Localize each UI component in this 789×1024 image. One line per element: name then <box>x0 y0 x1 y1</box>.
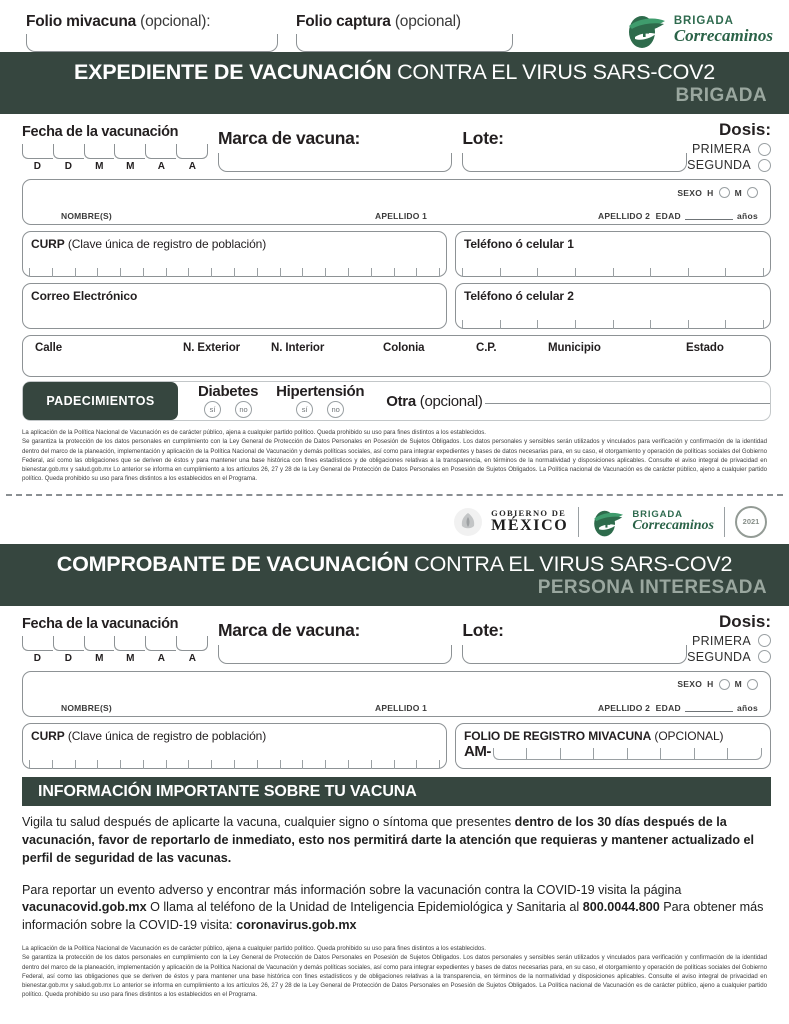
sexo-mujer-label: M <box>734 187 742 198</box>
date-letter: A <box>188 161 197 173</box>
brigada-wordmark <box>674 16 773 44</box>
comprobante-dosis-block <box>687 612 771 664</box>
seal-2021-icon: 2021 <box>735 506 767 538</box>
comprobante-dosis-primera[interactable] <box>687 634 771 648</box>
expediente-correo-col <box>22 283 447 329</box>
comprobante-banner <box>0 544 789 606</box>
expediente-fecha-comb[interactable] <box>22 144 208 159</box>
expediente-lote-label: Lote: <box>462 128 504 149</box>
date-letter: M <box>95 652 104 664</box>
logo-divider-1 <box>578 507 579 537</box>
comprobante-marca-label: Marca de vacuna: <box>218 619 361 640</box>
info-p2-site-1[interactable]: vacunacovid.gob.mx <box>22 900 147 915</box>
sexo-label: SEXO <box>677 679 703 690</box>
date-letter: M <box>126 652 135 664</box>
edad-label: EDAD <box>655 702 681 713</box>
comprobante-sexo-group[interactable] <box>677 679 758 690</box>
info-p2-phone[interactable]: 800.0044.800 <box>582 900 660 915</box>
brigada-word-bottom: Correcaminos <box>673 25 773 45</box>
expediente-lote-block <box>462 128 687 172</box>
logo-divider-2 <box>724 507 725 537</box>
curp-label-bold: CURP <box>31 728 65 743</box>
curp-label-bold: CURP <box>31 237 65 252</box>
comprobante-lote-label: Lote: <box>462 619 504 640</box>
padecimiento-diabetes <box>198 384 258 418</box>
roadrunner-icon <box>623 10 667 50</box>
diabetes-label: Diabetes <box>198 383 259 401</box>
comprobante-dosis-label: Dosis: <box>719 611 771 631</box>
comprobante-banner-subtitle: PERSONA INTERESADA <box>537 576 767 598</box>
dosis-segunda-label: SEGUNDA <box>687 158 751 173</box>
info-p2-part-b: O llama al teléfono de la Unidad de Inteligencia Epidemiológica y Sanitaria al <box>146 900 583 915</box>
folio-captura-optional-text: (opcional) <box>394 13 461 30</box>
apellido1-sublabel: APELLIDO 1 <box>375 211 428 222</box>
expediente-banner-title <box>22 61 767 84</box>
date-letter: D <box>64 652 73 664</box>
info-paragraph-1 <box>22 814 767 868</box>
expediente-fecha-block <box>22 124 208 172</box>
curp-teeth[interactable] <box>29 268 440 277</box>
correo-label: Correo Electrónico <box>31 289 138 304</box>
comprobante-dosis-segunda[interactable] <box>687 650 771 664</box>
comprobante-lote-block <box>462 620 687 664</box>
expediente-legal-text <box>22 428 767 484</box>
expediente-dosis-label: Dosis: <box>719 120 771 140</box>
comprobante-field-row <box>0 606 789 664</box>
brigada-word-top: BRIGADA <box>632 509 683 521</box>
folio-registro-label-bold: FOLIO DE REGISTRO MIVACUNA <box>464 728 652 743</box>
address-header-n-exterior: N. Exterior <box>183 342 241 355</box>
comprobante-marca-block <box>218 620 452 664</box>
comprobante-fecha-label: Fecha de la vacunación <box>22 615 179 632</box>
diabetes-options[interactable] <box>204 401 252 418</box>
curp-label <box>31 237 438 251</box>
apellido2-sublabel: APELLIDO 2 <box>598 211 651 222</box>
brigada-correcaminos-logo-2 <box>589 506 714 538</box>
telefono1-label: Teléfono ó celular 1 <box>464 237 574 252</box>
info-p1-bold: dentro de los 30 días después de la vacunación, favor de reportarlo de inmediato, esto nos permitirá darte la atención que requieras y mantener actualizado el perfil de seguridad de las vacunas. <box>22 814 755 865</box>
edad-unit-label: años <box>736 702 758 713</box>
address-header-calle: Calle <box>35 342 62 355</box>
folio-registro-label-norm: (OPCIONAL) <box>651 728 724 743</box>
info-importante-body <box>22 814 767 935</box>
apellido2-sublabel: APELLIDO 2 <box>598 702 651 713</box>
sexo-label: SEXO <box>677 187 703 198</box>
edad-input-line[interactable] <box>685 212 733 220</box>
legal-line-2: La aplicación de la Política Nacional de Vacunación es de carácter público, ajena a cualquier partido político. Queda prohibido su uso para fines distintos a los establecidos. <box>22 945 486 953</box>
nombres-sublabel: NOMBRE(S) <box>61 702 112 713</box>
address-header-cp: C.P. <box>476 342 497 355</box>
gobierno-line-1: GOBIERNO DE <box>491 507 567 518</box>
comprobante-banner-title <box>22 553 767 576</box>
comprobante-banner-thin: CONTRA EL VIRUS SARS-COV2 <box>408 551 733 576</box>
comprobante-fecha-letters <box>22 653 208 664</box>
curp-label <box>31 729 438 743</box>
folio-strip <box>0 0 789 52</box>
expediente-banner-subtitle: BRIGADA <box>675 85 767 107</box>
curp-teeth[interactable] <box>29 760 440 769</box>
sexo-mujer-radio[interactable] <box>747 679 758 690</box>
hipertension-si-radio[interactable]: sí <box>296 401 313 418</box>
date-letter: M <box>95 161 104 173</box>
sexo-hombre-label: H <box>707 187 714 198</box>
apellido1-sublabel: APELLIDO 1 <box>375 702 428 713</box>
expediente-field-row <box>0 114 789 172</box>
expediente-curp-field[interactable] <box>22 231 447 277</box>
hipertension-label: Hipertensión <box>276 383 365 401</box>
telefono2-label: Teléfono ó celular 2 <box>464 289 574 304</box>
address-header-municipio: Municipio <box>548 342 601 355</box>
comprobante-legal-text <box>22 944 767 1000</box>
folio-comb[interactable] <box>493 748 762 760</box>
brigada-word-bottom: Correcaminos <box>632 517 714 533</box>
expediente-marca-block <box>218 128 452 172</box>
date-letter: M <box>126 161 135 173</box>
expediente-marca-input[interactable] <box>218 153 452 172</box>
expediente-fecha-label: Fecha de la vacunación <box>22 124 179 141</box>
expediente-telefono1-field[interactable] <box>455 231 771 277</box>
legal-body-2: Se garantiza la protección de los datos personales en cumplimiento con la Ley General de Protección de Datos Personales en Posesión de Sujetos Obligados. Los datos personales y sensibles serán utilizados y vinculados para verificación y confirmación de la identidad dentro del marco de la planeación, implementación y aplicación de la Política Nacional de Vacunación y demás políticas sociales, así como para integrar expedientes y bases de datos necesarias para, en su caso, el otorgamiento y operación de políticas sociales del Gobierno Federal, así como las obligaciones que se deriven de éstos y para mantener una base histórica con fines estadísticos y de obligaciones relativas a la transparencia, en términos de la normatividad y disposiciones aplicables. Consulte el aviso integral de privacidad en bienestar.gob.mx y salud.gob.mx Lo anterior se informa en cumplimiento a los artículos 26, 27 y 28 de la Ley General de Protección de Datos Personales en Posesión de Sujetos Obligados. La Política nacional de Vacunación es de carácter público, ajeno a cualquier partido político. Queda prohibido su uso para fines distintos a los establecidos en el Programa. <box>22 954 767 999</box>
date-letter: D <box>64 161 73 173</box>
hipertension-options[interactable] <box>296 401 344 418</box>
expediente-address-box[interactable] <box>22 335 771 377</box>
expediente-banner-thin: CONTRA EL VIRUS SARS-COV2 <box>391 60 716 84</box>
expediente-dosis-block <box>687 120 771 172</box>
otra-label-bold: Otra <box>386 392 416 410</box>
gobierno-wordmark <box>491 509 568 534</box>
edad-input-line[interactable] <box>685 704 733 712</box>
expediente-edad-group[interactable] <box>656 211 758 221</box>
hipertension-no-radio[interactable]: no <box>327 401 344 418</box>
expediente-correo-field[interactable] <box>22 283 447 329</box>
comprobante-logo-strip <box>0 496 789 544</box>
nombres-sublabel: NOMBRE(S) <box>61 211 112 222</box>
date-letter: A <box>157 161 166 173</box>
padecimiento-hipertension <box>276 384 364 418</box>
sexo-hombre-radio[interactable] <box>719 187 730 198</box>
date-letter: A <box>157 652 166 664</box>
comprobante-name-box[interactable] <box>22 671 771 717</box>
expediente-tel1-col <box>455 231 771 277</box>
folio-mivacuna-input[interactable] <box>26 34 278 52</box>
address-header-n-interior: N. Interior <box>271 342 325 355</box>
gobierno-line-2: MÉXICO <box>491 516 569 534</box>
comprobante-fecha-comb[interactable] <box>22 636 208 651</box>
comprobante-marca-input[interactable] <box>218 645 452 664</box>
expediente-telefono2-field[interactable] <box>455 283 771 329</box>
eagle-icon <box>453 507 483 537</box>
dosis-primera-radio[interactable] <box>758 143 771 156</box>
folio-registro-label <box>464 729 762 743</box>
folio-captura-block <box>296 13 513 52</box>
date-letter: D <box>33 652 42 664</box>
otra-label <box>386 393 482 410</box>
expediente-dosis-primera[interactable] <box>687 142 771 156</box>
dosis-segunda-radio[interactable] <box>758 159 771 172</box>
sexo-hombre-radio[interactable] <box>719 679 730 690</box>
folio-prefix-label: AM- <box>464 742 491 760</box>
expediente-sexo-group[interactable] <box>677 187 758 198</box>
folio-captura-input[interactable] <box>296 34 513 52</box>
expediente-marca-label: Marca de vacuna: <box>218 128 361 149</box>
legal-line-1: La aplicación de la Política Nacional de Vacunación es de carácter público, ajena a cualquier partido político. Queda prohibido su uso para fines distintos a los establecidos. <box>22 429 486 437</box>
comprobante-curp-folio-row <box>22 723 771 769</box>
info-paragraph-2 <box>22 882 767 936</box>
expediente-curp-tel-row <box>22 231 771 277</box>
dosis-segunda-radio[interactable] <box>758 650 771 663</box>
curp-label-norm: (Clave única de registro de población) <box>64 728 267 743</box>
folio-mivacuna-block <box>26 13 278 52</box>
expediente-correo-tel-row <box>22 283 771 329</box>
edad-unit-label: años <box>736 211 758 222</box>
expediente-name-box[interactable] <box>22 179 771 225</box>
roadrunner-icon <box>589 506 625 538</box>
folio-mivacuna-label-text: Folio mivacuna <box>26 13 137 30</box>
expediente-tel2-col <box>455 283 771 329</box>
padecimientos-items <box>178 382 770 420</box>
date-letter: D <box>33 161 42 173</box>
info-p2-part-a: Para reportar un evento adverso y encontrar más información sobre la vacunación contra la COVID-19 visita la página <box>22 882 682 897</box>
expediente-dosis-segunda[interactable] <box>687 158 771 172</box>
padecimiento-otra <box>386 393 770 410</box>
dosis-primera-label: PRIMERA <box>691 142 751 157</box>
info-p2-site-2[interactable]: coronavirus.gob.mx <box>236 918 357 933</box>
folio-registro-entry[interactable] <box>464 742 762 760</box>
comprobante-lote-input[interactable] <box>462 645 687 664</box>
folio-captura-label <box>296 13 513 31</box>
info-p2-part-c: Para obtener más información sobre la COVID-19 visita: <box>22 900 764 933</box>
expediente-lote-input[interactable] <box>462 153 687 172</box>
brigada-wordmark-2 <box>632 510 714 533</box>
comprobante-folio-col <box>455 723 771 769</box>
diabetes-si-radio[interactable]: sí <box>204 401 221 418</box>
telefono1-teeth[interactable] <box>462 268 764 277</box>
address-header-estado: Estado <box>686 342 724 355</box>
brigada-word-top: BRIGADA <box>673 15 734 28</box>
otra-label-norm: (opcional) <box>415 392 483 410</box>
expediente-banner-strong: EXPEDIENTE DE VACUNACIÓN <box>73 60 392 84</box>
legal-body-1: Se garantiza la protección de los datos personales en cumplimiento con la Ley General de Protección de Datos Personales en Posesión de Sujetos Obligados. Los datos personales y sensibles serán utilizados y vinculados para verificación y confirmación de la identidad dentro del marco de la planeación, implementación y aplicación de la Política Nacional de Vacunación y demás políticas sociales, así como para integrar expedientes y bases de datos necesarias para, en su caso, el otorgamiento y operación de políticas sociales del Gobierno Federal, así como las obligaciones que se deriven de éstos y para mantener una base histórica con fines estadísticos y de obligaciones relativas a la transparencia, en términos de la normatividad y disposiciones aplicables. Consulte el aviso integral de privacidad en bienestar.gob.mx y salud.gob.mx Lo anterior se informa en cumplimiento a los artículos 26, 27 y 28 de la Ley General de Protección de Datos Personales en Posesión de Sujetos Obligados. La Política nacional de Vacunación es de carácter público, ajeno a cualquier partido político. Queda prohibido su uso para fines distintos a los establecidos en el Programa. <box>22 438 767 483</box>
brigada-correcaminos-logo <box>623 10 773 50</box>
folio-captura-label-text: Folio captura <box>296 13 391 30</box>
comprobante-fecha-block <box>22 616 208 664</box>
telefono2-teeth[interactable] <box>462 320 764 329</box>
padecimientos-tag: PADECIMIENTOS <box>23 382 178 420</box>
gobierno-de-mexico-logo <box>453 507 568 537</box>
edad-label: EDAD <box>655 211 681 222</box>
comprobante-edad-group[interactable] <box>656 703 758 713</box>
comprobante-curp-col <box>22 723 447 769</box>
address-header-colonia: Colonia <box>383 342 425 355</box>
expediente-curp-col <box>22 231 447 277</box>
dosis-primera-radio[interactable] <box>758 634 771 647</box>
dosis-primera-label: PRIMERA <box>691 633 751 648</box>
date-letter: A <box>188 652 197 664</box>
folio-registro-mivacuna-field[interactable] <box>455 723 771 769</box>
curp-label-norm: (Clave única de registro de población) <box>64 237 267 252</box>
padecimientos-row <box>22 381 771 421</box>
expediente-fecha-letters <box>22 161 208 172</box>
expediente-banner <box>0 52 789 114</box>
comprobante-banner-strong: COMPROBANTE DE VACUNACIÓN <box>56 551 409 576</box>
dosis-segunda-label: SEGUNDA <box>687 649 751 664</box>
sexo-hombre-label: H <box>707 679 714 690</box>
sexo-mujer-radio[interactable] <box>747 187 758 198</box>
sexo-mujer-label: M <box>734 679 742 690</box>
folio-mivacuna-optional-text: (opcional): <box>140 13 211 30</box>
comprobante-curp-field[interactable] <box>22 723 447 769</box>
info-p1-normal: Vigila tu salud después de aplicarte la vacuna, cualquier signo o síntoma que presentes <box>22 814 515 829</box>
info-importante-banner: INFORMACIÓN IMPORTANTE SOBRE TU VACUNA <box>22 777 771 806</box>
folio-mivacuna-label <box>26 13 278 31</box>
diabetes-no-radio[interactable]: no <box>235 401 252 418</box>
otra-input-line[interactable] <box>485 403 770 404</box>
